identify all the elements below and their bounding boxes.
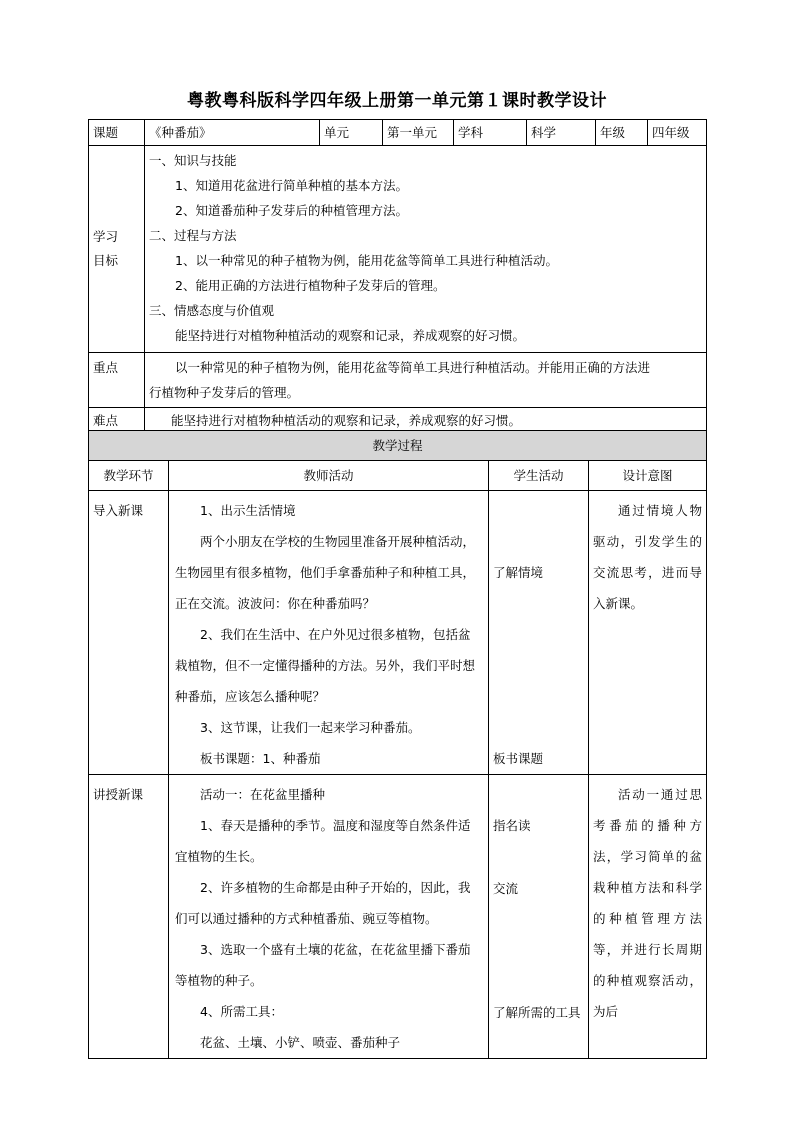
teach-student [489, 775, 589, 1059]
intro-student-line: 了解情境 [493, 565, 544, 580]
grade-value: 四年级 [648, 120, 707, 146]
intro-teacher-line: 3、这节课，让我们一起来学习种番茄。 [200, 720, 421, 735]
process-header: 教学过程 [89, 431, 707, 461]
info-row [89, 120, 707, 146]
column-header-row [89, 461, 707, 491]
topic-label: 课题 [89, 120, 145, 146]
objectives-label [89, 146, 145, 353]
teach-intent-text: 活动一通过思考番茄的播种方法，学习简单的盆栽种植方法和科学的种植管理方法等，并进行长周期的种植观察活动，为后 [593, 787, 703, 1019]
teach-stage-text: 讲授新课 [93, 787, 144, 802]
teach-stage [89, 775, 169, 1059]
difficulties-content: 能坚持进行对植物种植活动的观察和记录，养成观察的好习惯。 [145, 408, 707, 434]
teach-teacher-line: 活动一：在花盆里播种 [200, 787, 326, 802]
intro-intent-text: 通过情境人物驱动，引发学生的交流思考，进而导入新课。 [593, 503, 703, 611]
objective-line: 三、情感态度与价值观 [149, 303, 275, 318]
intro-teacher-line: 两个小朋友在学校的生物园里准备开展种植活动，生物园里有很多植物，他们手拿番茄种子和种植工具，正在交流。波波问：你在种番茄吗？ [175, 534, 476, 611]
teach-teacher-line: 1、春天是播种的季节。温度和湿度等自然条件适宜植物的生长。 [175, 818, 471, 864]
intro-stage-text: 导入新课 [93, 503, 144, 518]
column-header-stage: 教学环节 [89, 461, 169, 491]
objectives-row [89, 146, 707, 353]
column-header-teacher: 教师活动 [169, 461, 489, 491]
objective-line: 2、能用正确的方法进行植物种子发芽后的管理。 [175, 278, 446, 293]
teach-row [89, 775, 707, 1059]
intro-row [89, 491, 707, 775]
objectives-label-line2: 目标 [93, 253, 119, 268]
objectives-content [145, 146, 707, 353]
intro-student-line: 板书课题 [493, 751, 544, 766]
teach-teacher-line: 2、许多植物的生命都是由种子开始的，因此，我们可以通过播种的方式种植番茄、豌豆等植物。 [175, 880, 471, 926]
intro-teacher [169, 491, 489, 775]
objective-line: 二、过程与方法 [149, 228, 237, 243]
key-points-row [89, 353, 707, 408]
teach-intent [589, 775, 707, 1059]
process-header-row [89, 431, 707, 461]
objectives-label-line1: 学习 [93, 229, 119, 244]
objective-line: 1、知道用花盆进行简单种植的基本方法。 [175, 178, 408, 193]
key-points-line2: 行植物种子发芽后的管理。 [149, 385, 300, 400]
unit-label: 单元 [320, 120, 383, 146]
unit-value: 第一单元 [383, 120, 454, 146]
key-points-label: 重点 [89, 353, 145, 408]
intro-teacher-line: 板书课题：1、种番茄 [200, 751, 321, 766]
teach-student-line: 了解所需的工具 [493, 1005, 581, 1020]
teach-teacher-line: 4、所需工具： [200, 1004, 283, 1019]
objective-line: 一、知识与技能 [149, 153, 237, 168]
intro-intent [589, 491, 707, 775]
intro-teacher-line: 2、我们在生活中、在户外见过很多植物，包括盆栽植物，但不一定懂得播种的方法。另外，我们平时想种番茄，应该怎么播种呢？ [175, 627, 476, 704]
teach-student-line: 指名读 [493, 818, 531, 833]
teaching-process-table [88, 430, 707, 1059]
key-points-line1: 以一种常见的种子植物为例，能用花盆等简单工具进行种植活动。并能用正确的方法进 [175, 360, 651, 375]
objective-line: 1、以一种常见的种子植物为例，能用花盆等简单工具进行种植活动。 [175, 253, 558, 268]
subject-value: 科学 [527, 120, 596, 146]
subject-label: 学科 [454, 120, 527, 146]
grade-label: 年级 [596, 120, 648, 146]
objective-line: 能坚持进行对植物种植活动的观察和记录，养成观察的好习惯。 [175, 328, 526, 343]
difficulties-label: 难点 [89, 408, 145, 434]
intro-student [489, 491, 589, 775]
lesson-info-table [88, 119, 707, 434]
intro-teacher-line: 1、出示生活情境 [200, 503, 296, 518]
teach-teacher [169, 775, 489, 1059]
column-header-student: 学生活动 [489, 461, 589, 491]
teach-teacher-line: 花盆、土壤、小铲、喷壶、番茄种子 [200, 1035, 401, 1050]
key-points-content [145, 353, 707, 408]
intro-stage [89, 491, 169, 775]
teach-student-line: 交流 [493, 881, 519, 896]
topic-value: 《种番茄》 [145, 120, 320, 146]
column-header-intent: 设计意图 [589, 461, 707, 491]
page-title: 粤教粤科版科学四年级上册第一单元第１课时教学设计 [187, 91, 607, 111]
objective-line: 2、知道番茄种子发芽后的种植管理方法。 [175, 203, 408, 218]
teach-teacher-line: 3、选取一个盛有土壤的花盆，在花盆里播下番茄等植物的种子。 [175, 942, 471, 988]
